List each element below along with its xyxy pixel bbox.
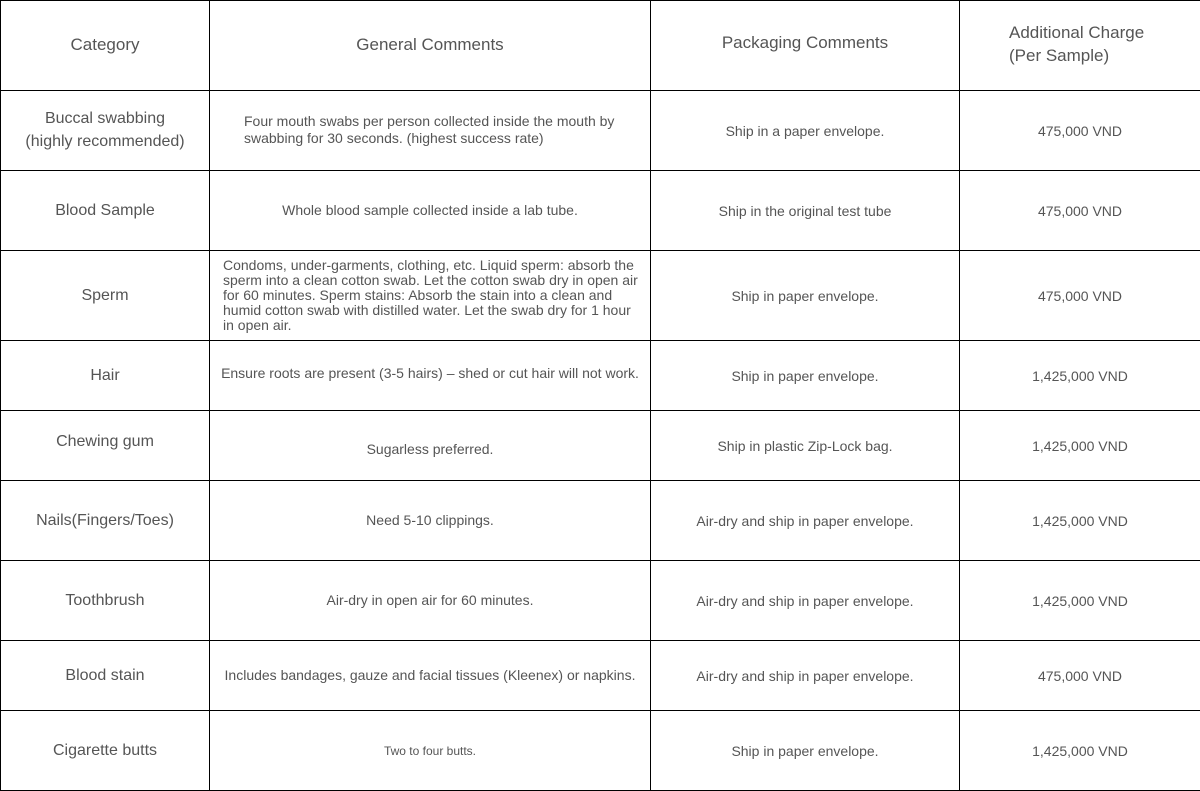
- category-cell: Sperm: [1, 251, 210, 341]
- category-cell: Hair: [1, 341, 210, 411]
- general-comment-cell: Includes bandages, gauze and facial tissues (Kleenex) or napkins.: [210, 641, 651, 711]
- charge-cell: 1,425,000 VND: [960, 481, 1200, 561]
- general-comment-cell: Four mouth swabs per person collected inside the mouth by swabbing for 30 seconds. (highest success rate): [210, 91, 651, 171]
- table-header-row: [1, 1, 1200, 91]
- packaging-cell: Ship in paper envelope.: [651, 251, 960, 341]
- header-category: Category: [1, 1, 210, 91]
- charge-cell: 475,000 VND: [960, 91, 1200, 171]
- packaging-cell: Ship in paper envelope.: [651, 341, 960, 411]
- header-additional-charge: Additional Charge (Per Sample): [960, 1, 1200, 91]
- category-cell: Toothbrush: [1, 561, 210, 641]
- table-row: [1, 411, 1200, 481]
- general-comment-cell: Need 5-10 clippings.: [210, 481, 651, 561]
- category-cell: Buccal swabbing (highly recommended): [1, 91, 210, 171]
- table-row: [1, 711, 1200, 791]
- packaging-cell: Air-dry and ship in paper envelope.: [651, 641, 960, 711]
- general-comment-cell: Two to four butts.: [210, 711, 651, 791]
- charge-cell: 1,425,000 VND: [960, 341, 1200, 411]
- charge-cell: 475,000 VND: [960, 251, 1200, 341]
- category-cell: Blood Sample: [1, 171, 210, 251]
- packaging-cell: Air-dry and ship in paper envelope.: [651, 481, 960, 561]
- category-cell: Blood stain: [1, 641, 210, 711]
- table-row: [1, 171, 1200, 251]
- charge-cell: 475,000 VND: [960, 641, 1200, 711]
- charge-cell: 475,000 VND: [960, 171, 1200, 251]
- general-comment-cell: Ensure roots are present (3-5 hairs) – shed or cut hair will not work.: [210, 341, 651, 411]
- table-row: [1, 641, 1200, 711]
- header-packaging-comments: Packaging Comments: [651, 1, 960, 91]
- category-cell: Cigarette butts: [1, 711, 210, 791]
- packaging-cell: Ship in the original test tube: [651, 171, 960, 251]
- table-row: [1, 341, 1200, 411]
- general-comment-cell: Sugarless preferred.: [210, 411, 651, 481]
- table-row: [1, 481, 1200, 561]
- charge-cell: 1,425,000 VND: [960, 561, 1200, 641]
- packaging-cell: Air-dry and ship in paper envelope.: [651, 561, 960, 641]
- category-cell: Nails(Fingers/Toes): [1, 481, 210, 561]
- packaging-cell: Ship in plastic Zip-Lock bag.: [651, 411, 960, 481]
- table-row: [1, 561, 1200, 641]
- charge-cell: 1,425,000 VND: [960, 711, 1200, 791]
- table-row: [1, 91, 1200, 171]
- packaging-cell: Ship in paper envelope.: [651, 711, 960, 791]
- charge-cell: 1,425,000 VND: [960, 411, 1200, 481]
- header-general-comments: General Comments: [210, 1, 651, 91]
- general-comment-cell: Air-dry in open air for 60 minutes.: [210, 561, 651, 641]
- general-comment-cell: Condoms, under-garments, clothing, etc. Liquid sperm: absorb the sperm into a clean cotton swab. Let the cotton swab dry in open air for 60 minutes. Sperm stains: Absorb the stain into a clean and humid cotton swab with distilled water. Let the swab dry for 1 hour in open air.: [210, 251, 651, 341]
- category-cell: Chewing gum: [1, 411, 210, 481]
- general-comment-cell: Whole blood sample collected inside a lab tube.: [210, 171, 651, 251]
- packaging-cell: Ship in a paper envelope.: [651, 91, 960, 171]
- table-row: [1, 251, 1200, 341]
